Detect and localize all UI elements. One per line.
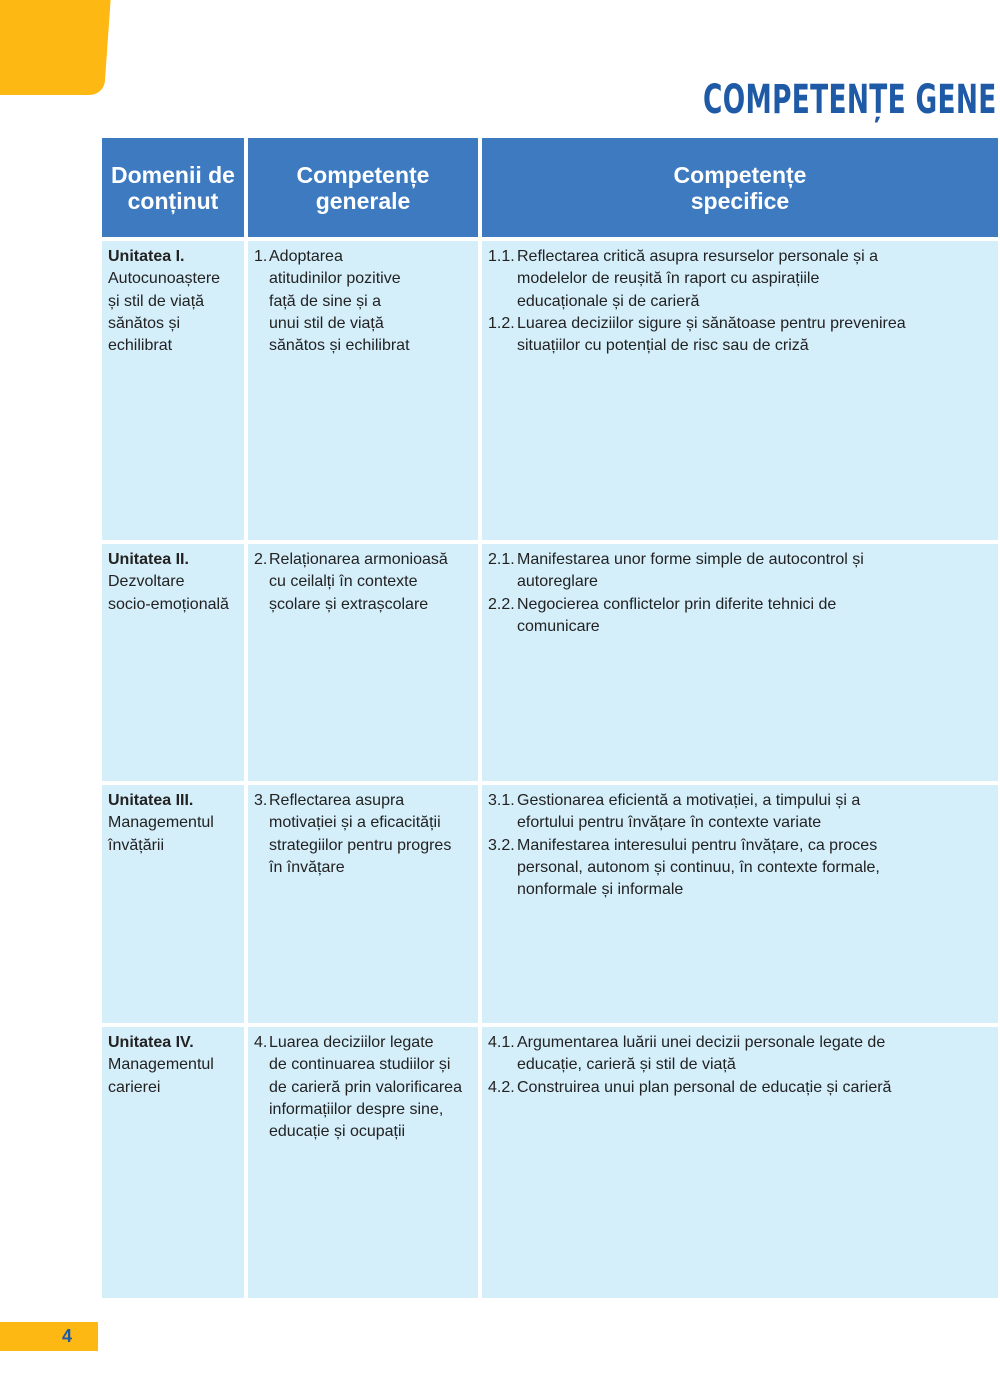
item-text: Manifestarea unor forme simple de autocontrol și autoreglare [517, 551, 864, 591]
table-row-1-domain [102, 241, 244, 540]
item-text: Luarea deciziilor legate de continuarea studiilor și de carieră prin valorificarea informațiilor despre sine, educație și ocupații [269, 1034, 462, 1141]
item-number: 1. [254, 248, 268, 265]
item-text: Luarea deciziilor sigure și sănătoase pentru prevenirea situațiilor cu potențial de risc sau de criză [517, 314, 906, 355]
unit-name: Dezvoltare socio-emoțională [108, 573, 229, 613]
item-number: 1.2. [488, 314, 515, 332]
item-text: Adoptarea atitudinilor pozitive față de sine și a unui stil de viață sănătos și echilibrat [269, 248, 410, 355]
unit-name: Managementul carierei [108, 1056, 214, 1096]
item-text: Negocierea conflictelor prin diferite tehnici de comunicare [517, 595, 837, 635]
specific-competency [488, 594, 993, 639]
item-text: Manifestarea interesului pentru învățare, ca proces personal, autonom și continuu, în contexte formale, nonformale și informale [517, 836, 880, 899]
item-number: 2. [254, 551, 268, 568]
item-number: 4. [254, 1034, 268, 1051]
item-number: 3.2. [488, 836, 515, 854]
unit-title: Unitatea III. [108, 792, 194, 809]
page-number: 4 [0, 1322, 98, 1351]
header-label: Domenii de conținut [111, 161, 235, 214]
general-competency [254, 1032, 473, 1143]
table-row-1-general [248, 241, 478, 540]
header-domenii [102, 138, 244, 237]
general-competency [254, 246, 473, 357]
item-number: 4.2. [488, 1078, 515, 1096]
general-competency [254, 549, 473, 616]
unit-name: Managementul învățării [108, 814, 214, 854]
item-number: 3.1. [488, 792, 515, 809]
unit-name: Autocunoaștere și stil de viață sănătos și echilibrat [108, 270, 221, 355]
specific-competency [488, 1077, 993, 1099]
item-text: Construirea unui plan personal de educație și carieră [517, 1078, 892, 1096]
specific-competency [488, 246, 993, 313]
header-label: Competențe specifice [673, 161, 807, 214]
table-row-2-general [248, 544, 478, 781]
corner-decoration [0, 0, 112, 95]
item-number: 2.1. [488, 551, 515, 568]
item-text: Reflectarea asupra motivației și a eficacității strategiilor pentru progres în învățare [269, 792, 452, 876]
general-competency [254, 790, 473, 879]
header-competente-specifice [482, 138, 998, 237]
item-text: Argumentarea luării unei decizii personale legate de educație, carieră și stil de viață [517, 1034, 886, 1074]
unit-title: Unitatea IV. [108, 1034, 194, 1051]
page-title: COMPETENȚE GENE [703, 77, 997, 123]
item-text: Gestionarea eficientă a motivației, a timpului și a efortului pentru învățare în contexte variate [517, 792, 861, 832]
unit-title: Unitatea II. [108, 551, 189, 568]
header-label: Competențe generale [296, 161, 430, 214]
item-text: Reflectarea critică asupra resurselor personale și a modelelor de reușită în raport cu aspirațiile educaționale și de carieră [517, 248, 879, 310]
item-number: 4.1. [488, 1034, 515, 1051]
table-row-3-general [248, 785, 478, 1023]
specific-competency [488, 313, 993, 358]
table-row-4-domain [102, 1027, 244, 1298]
item-number: 2.2. [488, 595, 515, 613]
item-text: Relaționarea armonioasă cu ceilalți în contexte școlare și extrașcolare [269, 551, 448, 613]
item-number: 3. [254, 792, 268, 809]
specific-competency [488, 835, 993, 902]
header-competente-generale [248, 138, 478, 237]
table-row-4-specific [482, 1027, 998, 1298]
item-number: 1.1. [488, 248, 515, 265]
table-row-3-domain [102, 785, 244, 1023]
table-row-3-specific [482, 785, 998, 1023]
specific-competency [488, 1032, 993, 1077]
table-row-1-specific [482, 241, 998, 540]
unit-title: Unitatea I. [108, 248, 185, 265]
specific-competency [488, 790, 993, 835]
competencies-table [102, 138, 998, 1298]
table-row-2-domain [102, 544, 244, 781]
table-row-2-specific [482, 544, 998, 781]
specific-competency [488, 549, 993, 594]
table-row-4-general [248, 1027, 478, 1298]
